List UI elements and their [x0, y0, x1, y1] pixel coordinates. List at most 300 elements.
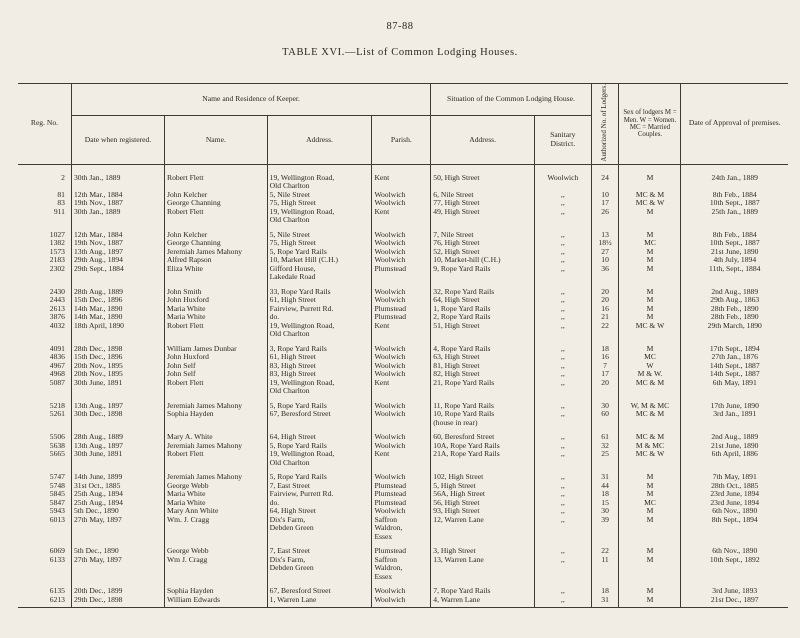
- keeper-address-cell: 3, Rope Yard Rails: [267, 339, 372, 354]
- authorized-lodgers-cell: [591, 182, 619, 191]
- parish-cell: Woolwich: [372, 248, 431, 257]
- keeper-name-cell: John Smith: [165, 282, 268, 297]
- parish-cell: Plumstead: [372, 265, 431, 274]
- keeper-address-cell: 19, Wellington Road,: [267, 322, 372, 331]
- sanitary-district-cell: ,,: [534, 256, 591, 265]
- situation-address-cell: [431, 330, 535, 339]
- authorized-lodgers-cell: 25: [591, 450, 619, 459]
- sex-of-lodgers-cell: MC & W: [619, 450, 681, 459]
- approval-date-cell: 3rd Jan., 1891: [681, 410, 788, 419]
- date-registered-cell: 27th May, 1897: [71, 556, 164, 565]
- sex-of-lodgers-cell: MC: [619, 239, 681, 248]
- sex-of-lodgers-cell: M: [619, 248, 681, 257]
- reg-number-cell: 4968: [49, 370, 65, 379]
- reg-number-cell: 5845: [49, 490, 65, 499]
- parish-cell: [372, 216, 431, 225]
- keeper-address-cell: Debden Green: [267, 564, 372, 573]
- approval-date-cell: 28th Feb., 1890: [681, 313, 788, 322]
- authorized-lodgers-cell: 11: [591, 556, 619, 565]
- keeper-name-cell: John Kelcher: [165, 191, 268, 200]
- authorized-lodgers-cell: 20: [591, 379, 619, 388]
- approval-date-cell: 6th April, 1886: [681, 450, 788, 459]
- approval-date-cell: [681, 533, 788, 542]
- date-registered-cell: 27th May, 1897: [71, 516, 164, 525]
- sanitary-district-cell: ,,: [534, 541, 591, 556]
- table-row: [18, 239, 788, 248]
- situation-address-cell: 51, High Street: [431, 322, 535, 331]
- date-registered-cell: 29th Dec., 1898: [71, 596, 164, 608]
- sex-of-lodgers-cell: W: [619, 362, 681, 371]
- sanitary-district-cell: [534, 573, 591, 582]
- situation-address-cell: 2, Rope Yard Rails: [431, 313, 535, 322]
- situation-address-cell: 63, High Street: [431, 353, 535, 362]
- situation-address-cell: 77, High Street: [431, 199, 535, 208]
- sanitary-district-cell: ,,: [534, 396, 591, 411]
- keeper-address-cell: 5, Rope Yard Rails: [267, 248, 372, 257]
- date-registered-cell: 28th Dec., 1898: [71, 339, 164, 354]
- authorized-lodgers-cell: 18: [591, 339, 619, 354]
- date-registered-cell: [71, 387, 164, 396]
- reg-number-cell: [18, 216, 71, 225]
- situation-address-cell: 13, Warren Lane: [431, 556, 535, 565]
- keeper-address-cell: Fairview, Purrett Rd.: [267, 490, 372, 499]
- authorized-lodgers-cell: 22: [591, 541, 619, 556]
- keeper-name-cell: Alfred Rapson: [165, 256, 268, 265]
- situation-address-cell: [431, 273, 535, 282]
- date-registered-cell: 14th Mar., 1890: [71, 313, 164, 322]
- sex-of-lodgers-cell: M: [619, 339, 681, 354]
- date-registered-cell: 12th Mar., 1884: [71, 225, 164, 240]
- header-situation-group: Situation of the Common Lodging House.: [431, 84, 591, 116]
- date-registered-cell: 19th Nov., 1887: [71, 199, 164, 208]
- keeper-address-cell: 19, Wellington Road,: [267, 164, 372, 182]
- reg-number-cell: [18, 330, 71, 339]
- approval-date-cell: 21st June, 1890: [681, 442, 788, 451]
- situation-address-cell: [431, 573, 535, 582]
- sex-of-lodgers-cell: [619, 273, 681, 282]
- header-situation-address: Address.: [431, 116, 535, 164]
- sex-of-lodgers-cell: [619, 533, 681, 542]
- table-row: [18, 533, 788, 542]
- authorized-lodgers-cell: 20: [591, 296, 619, 305]
- situation-address-cell: 12, Warren Lane: [431, 516, 535, 525]
- authorized-lodgers-cell: 30: [591, 507, 619, 516]
- approval-date-cell: 23rd June, 1894: [681, 490, 788, 499]
- situation-address-cell: 21A, Rope Yard Rails: [431, 450, 535, 459]
- sanitary-district-cell: ,,: [534, 499, 591, 508]
- parish-cell: Woolwich: [372, 296, 431, 305]
- parish-cell: Woolwich: [372, 239, 431, 248]
- table-row: [18, 282, 788, 297]
- approval-date-cell: [681, 419, 788, 428]
- table-row: [18, 322, 788, 331]
- approval-date-cell: 8th Feb., 1884: [681, 225, 788, 240]
- authorized-lodgers-cell: 22: [591, 322, 619, 331]
- date-registered-cell: [71, 564, 164, 573]
- approval-date-cell: [681, 273, 788, 282]
- sex-of-lodgers-cell: [619, 216, 681, 225]
- sex-of-lodgers-cell: [619, 459, 681, 468]
- reg-number-cell: 5218: [49, 400, 65, 410]
- authorized-lodgers-cell: [591, 564, 619, 573]
- sex-of-lodgers-cell: M: [619, 596, 681, 608]
- keeper-name-cell: Robert Flett: [165, 379, 268, 388]
- authorized-lodgers-cell: 27: [591, 248, 619, 257]
- authorized-lodgers-cell: 44: [591, 482, 619, 491]
- reg-number-cell: 6213: [18, 596, 71, 608]
- table-row: [18, 305, 788, 314]
- keeper-address-cell: 5, Rope Yard Rails: [267, 467, 372, 482]
- reg-number-cell: 2302: [49, 264, 65, 273]
- authorized-lodgers-cell: 26: [591, 208, 619, 217]
- sex-of-lodgers-cell: [619, 573, 681, 582]
- parish-cell: [372, 273, 431, 282]
- authorized-lodgers-cell: 20: [591, 282, 619, 297]
- approval-date-cell: 14th Sept., 1887: [681, 370, 788, 379]
- reg-number-cell: 81: [57, 190, 65, 199]
- table-row: [18, 459, 788, 468]
- keeper-name-cell: [165, 330, 268, 339]
- keeper-address-cell: [267, 573, 372, 582]
- parish-cell: Plumstead: [372, 490, 431, 499]
- situation-address-cell: 82, High Street: [431, 370, 535, 379]
- reg-number-cell: 5638: [49, 441, 65, 450]
- date-registered-cell: 30th June, 1891: [71, 450, 164, 459]
- header-sex-of-lodgers: Sex of lodgers M = Men. W = Women. MC = Married Couples.: [619, 84, 681, 165]
- approval-date-cell: 21st Dec., 1897: [681, 596, 788, 608]
- table-row: [18, 387, 788, 396]
- parish-cell: Plumstead: [372, 499, 431, 508]
- sex-of-lodgers-cell: M & MC: [619, 442, 681, 451]
- keeper-address-cell: 5, Rope Yard Rails: [267, 396, 372, 411]
- keeper-name-cell: Maria White: [165, 305, 268, 314]
- sex-of-lodgers-cell: M: [619, 556, 681, 565]
- keeper-name-cell: George Webb: [165, 482, 268, 491]
- situation-address-cell: [431, 524, 535, 533]
- keeper-address-cell: 61, High Street: [267, 296, 372, 305]
- approval-date-cell: 11th, Sept., 1884: [681, 265, 788, 274]
- authorized-lodgers-cell: 60: [591, 410, 619, 419]
- sanitary-district-cell: ,,: [534, 507, 591, 516]
- date-registered-cell: 29th Sept., 1884: [71, 265, 164, 274]
- approval-date-cell: 29th Aug., 1863: [681, 296, 788, 305]
- sanitary-district-cell: Woolwich: [534, 164, 591, 182]
- parish-cell: Woolwich: [372, 507, 431, 516]
- authorized-lodgers-cell: 24: [591, 164, 619, 182]
- situation-address-cell: [431, 533, 535, 542]
- keeper-address-cell: 83, High Street: [267, 370, 372, 379]
- sex-of-lodgers-cell: MC & M: [619, 427, 681, 442]
- header-keeper-group: Name and Residence of Keeper.: [71, 84, 430, 116]
- sanitary-district-cell: [534, 182, 591, 191]
- situation-address-cell: 21, Rope Yard Rails: [431, 379, 535, 388]
- date-registered-cell: 18th April, 1890: [71, 322, 164, 331]
- keeper-name-cell: Eliza White: [165, 265, 268, 274]
- sex-of-lodgers-cell: [619, 182, 681, 191]
- sanitary-district-cell: ,,: [534, 362, 591, 371]
- parish-cell: Woolwich: [372, 353, 431, 362]
- keeper-address-cell: 67, Beresford Street: [267, 581, 372, 596]
- approval-date-cell: 17th June, 1890: [681, 396, 788, 411]
- sex-of-lodgers-cell: M: [619, 581, 681, 596]
- sex-of-lodgers-cell: M: [619, 305, 681, 314]
- sex-of-lodgers-cell: M: [619, 313, 681, 322]
- header-date-approval: Date of Approval of premises.: [681, 84, 788, 165]
- date-registered-cell: 20th Dec., 1899: [71, 581, 164, 596]
- approval-date-cell: 8th Sept., 1894: [681, 516, 788, 525]
- keeper-name-cell: William Edwards: [165, 596, 268, 608]
- situation-address-cell: 10, Rope Yard Rails: [431, 410, 535, 419]
- approval-date-cell: 17th Sept., 1894: [681, 339, 788, 354]
- date-registered-cell: 20th Nov., 1895: [71, 362, 164, 371]
- parish-cell: Kent: [372, 164, 431, 182]
- keeper-address-cell: do.: [267, 499, 372, 508]
- authorized-lodgers-cell: 21: [591, 313, 619, 322]
- authorized-lodgers-cell: 18½: [591, 239, 619, 248]
- table-row: [18, 339, 788, 354]
- parish-cell: Woolwich: [372, 362, 431, 371]
- reg-number-cell: 911: [53, 207, 65, 216]
- sanitary-district-cell: ,,: [534, 379, 591, 388]
- authorized-lodgers-cell: 61: [591, 427, 619, 442]
- keeper-address-cell: Old Charlton: [267, 216, 372, 225]
- situation-address-cell: 6, Nile Street: [431, 191, 535, 200]
- date-registered-cell: [71, 182, 164, 191]
- reg-number-cell: 5261: [49, 410, 65, 419]
- sex-of-lodgers-cell: M: [619, 467, 681, 482]
- keeper-name-cell: John Self: [165, 370, 268, 379]
- approval-date-cell: 10th Sept., 1887: [681, 199, 788, 208]
- reg-number-cell: 4091: [49, 343, 65, 353]
- situation-address-cell: 9, Rope Yard Rails: [431, 265, 535, 274]
- sex-of-lodgers-cell: [619, 387, 681, 396]
- situation-address-cell: 1, Rope Yard Rails: [431, 305, 535, 314]
- sanitary-district-cell: [534, 419, 591, 428]
- date-registered-cell: 31st Oct., 1885: [71, 482, 164, 491]
- parish-cell: Woolwich: [372, 339, 431, 354]
- table-row: [18, 191, 788, 200]
- sanitary-district-cell: ,,: [534, 239, 591, 248]
- situation-address-cell: (house in rear): [431, 419, 535, 428]
- situation-address-cell: 4, Warren Lane: [431, 596, 535, 608]
- parish-cell: Woolwich: [372, 442, 431, 451]
- reg-number-cell: 2430: [49, 286, 65, 296]
- keeper-name-cell: George Webb: [165, 541, 268, 556]
- situation-address-cell: 102, High Street: [431, 467, 535, 482]
- keeper-address-cell: [267, 419, 372, 428]
- table-row: [18, 313, 788, 322]
- header-sanitary-district: Sanitary District.: [534, 116, 591, 164]
- keeper-name-cell: Sophia Hayden: [165, 581, 268, 596]
- approval-date-cell: [681, 182, 788, 191]
- reg-number-cell: [18, 182, 71, 191]
- sanitary-district-cell: [534, 459, 591, 468]
- header-reg-no: Reg. No.: [18, 84, 71, 165]
- reg-number-cell: 5506: [49, 432, 65, 442]
- sanitary-district-cell: ,,: [534, 199, 591, 208]
- table-row: [18, 490, 788, 499]
- date-registered-cell: [71, 573, 164, 582]
- keeper-name-cell: [165, 182, 268, 191]
- sanitary-district-cell: ,,: [534, 191, 591, 200]
- reg-number-cell: 4032: [49, 321, 65, 330]
- sanitary-district-cell: ,,: [534, 225, 591, 240]
- parish-cell: [372, 387, 431, 396]
- reg-number-cell: 1382: [49, 239, 65, 248]
- approval-date-cell: [681, 330, 788, 339]
- parish-cell: Kent: [372, 379, 431, 388]
- approval-date-cell: 6th May, 1891: [681, 379, 788, 388]
- reg-number-cell: [18, 273, 71, 282]
- situation-address-cell: 93, High Street: [431, 507, 535, 516]
- keeper-name-cell: [165, 419, 268, 428]
- date-registered-cell: [71, 273, 164, 282]
- date-registered-cell: [71, 459, 164, 468]
- parish-cell: Woolwich: [372, 396, 431, 411]
- parish-cell: Saffron: [372, 516, 431, 525]
- date-registered-cell: 13th Aug., 1897: [71, 442, 164, 451]
- reg-number-cell: 1573: [49, 247, 65, 256]
- keeper-name-cell: [165, 573, 268, 582]
- keeper-name-cell: [165, 387, 268, 396]
- date-registered-cell: 25th Aug., 1894: [71, 490, 164, 499]
- keeper-address-cell: 64, High Street: [267, 427, 372, 442]
- keeper-address-cell: Fairview, Purrett Rd.: [267, 305, 372, 314]
- keeper-name-cell: Maria White: [165, 313, 268, 322]
- keeper-name-cell: Wm. J. Cragg: [165, 516, 268, 525]
- table-row: [18, 516, 788, 525]
- situation-address-cell: 32, Rope Yard Rails: [431, 282, 535, 297]
- parish-cell: [372, 419, 431, 428]
- date-registered-cell: [71, 533, 164, 542]
- keeper-address-cell: do.: [267, 313, 372, 322]
- approval-date-cell: [681, 387, 788, 396]
- table-row: [18, 208, 788, 217]
- keeper-name-cell: Maria White: [165, 490, 268, 499]
- keeper-name-cell: Sophia Hayden: [165, 410, 268, 419]
- situation-address-cell: [431, 182, 535, 191]
- date-registered-cell: 30th Dec., 1898: [71, 410, 164, 419]
- sanitary-district-cell: [534, 273, 591, 282]
- reg-number-cell: 2613: [49, 304, 65, 313]
- reg-number-cell: 6133: [49, 555, 65, 564]
- sanitary-district-cell: [534, 216, 591, 225]
- sex-of-lodgers-cell: W, M & MC: [619, 396, 681, 411]
- sex-of-lodgers-cell: MC: [619, 353, 681, 362]
- authorized-lodgers-cell: 30: [591, 396, 619, 411]
- parish-cell: Kent: [372, 208, 431, 217]
- keeper-address-cell: 75, High Street: [267, 239, 372, 248]
- sex-of-lodgers-cell: [619, 564, 681, 573]
- situation-address-cell: [431, 564, 535, 573]
- approval-date-cell: 7th May, 1891: [681, 467, 788, 482]
- date-registered-cell: 19th Nov., 1887: [71, 239, 164, 248]
- parish-cell: Woolwich: [372, 467, 431, 482]
- authorized-lodgers-cell: [591, 273, 619, 282]
- approval-date-cell: 2nd Aug., 1889: [681, 427, 788, 442]
- table-row: [18, 564, 788, 573]
- keeper-name-cell: Jeremiah James Mahony: [165, 467, 268, 482]
- sex-of-lodgers-cell: [619, 524, 681, 533]
- sanitary-district-cell: [534, 330, 591, 339]
- approval-date-cell: 2nd Aug., 1889: [681, 282, 788, 297]
- keeper-address-cell: 33, Rope Yard Rails: [267, 282, 372, 297]
- parish-cell: Woolwich: [372, 282, 431, 297]
- parish-cell: Plumstead: [372, 482, 431, 491]
- sex-of-lodgers-cell: MC & W: [619, 322, 681, 331]
- sex-of-lodgers-cell: M: [619, 208, 681, 217]
- header-address: Address.: [267, 116, 372, 164]
- sex-of-lodgers-cell: M: [619, 256, 681, 265]
- approval-date-cell: 6th Nov., 1890: [681, 541, 788, 556]
- keeper-address-cell: [267, 533, 372, 542]
- sanitary-district-cell: ,,: [534, 322, 591, 331]
- authorized-lodgers-cell: 17: [591, 199, 619, 208]
- table-row: [18, 524, 788, 533]
- keeper-address-cell: 5, Rope Yard Rails: [267, 442, 372, 451]
- sex-of-lodgers-cell: [619, 419, 681, 428]
- keeper-name-cell: George Channing: [165, 199, 268, 208]
- table-row: [18, 419, 788, 428]
- parish-cell: Woolwich: [372, 370, 431, 379]
- keeper-address-cell: Dix's Farm,: [267, 516, 372, 525]
- date-registered-cell: 15th Dec., 1896: [71, 353, 164, 362]
- date-registered-cell: 30th June, 1891: [71, 379, 164, 388]
- reg-number-cell: 2: [61, 172, 65, 182]
- parish-cell: Plumstead: [372, 313, 431, 322]
- sanitary-district-cell: ,,: [534, 410, 591, 419]
- table-row: [18, 596, 788, 608]
- table-row: [18, 427, 788, 442]
- table-row: [18, 164, 788, 182]
- sex-of-lodgers-cell: M: [619, 541, 681, 556]
- keeper-name-cell: Robert Flett: [165, 322, 268, 331]
- keeper-name-cell: [165, 459, 268, 468]
- keeper-name-cell: Jeremiah James Mahony: [165, 248, 268, 257]
- parish-cell: Woolwich: [372, 410, 431, 419]
- approval-date-cell: [681, 216, 788, 225]
- reg-number-cell: [18, 573, 71, 582]
- keeper-address-cell: 83, High Street: [267, 362, 372, 371]
- sanitary-district-cell: ,,: [534, 596, 591, 608]
- table-row: [18, 581, 788, 596]
- keeper-name-cell: William James Dunbar: [165, 339, 268, 354]
- keeper-address-cell: 19, Wellington Road,: [267, 450, 372, 459]
- situation-address-cell: 11, Rope Yard Rails: [431, 396, 535, 411]
- authorized-lodgers-cell: [591, 387, 619, 396]
- sex-of-lodgers-cell: MC & M: [619, 379, 681, 388]
- situation-address-cell: 56A, High Street: [431, 490, 535, 499]
- approval-date-cell: 3rd June, 1893: [681, 581, 788, 596]
- reg-number-cell: 4967: [49, 361, 65, 370]
- authorized-lodgers-cell: [591, 533, 619, 542]
- reg-number-cell: [18, 533, 71, 542]
- date-registered-cell: 20th Nov., 1895: [71, 370, 164, 379]
- sanitary-district-cell: [534, 387, 591, 396]
- authorized-lodgers-cell: [591, 216, 619, 225]
- sanitary-district-cell: [534, 524, 591, 533]
- reg-number-cell: [18, 564, 71, 573]
- reg-number-cell: [18, 524, 71, 533]
- reg-number-cell: 6069: [49, 546, 65, 556]
- authorized-lodgers-cell: 36: [591, 265, 619, 274]
- authorized-lodgers-cell: 31: [591, 467, 619, 482]
- sanitary-district-cell: ,,: [534, 490, 591, 499]
- authorized-lodgers-cell: [591, 419, 619, 428]
- keeper-address-cell: 10, Market Hill (C.H.): [267, 256, 372, 265]
- table-row: [18, 499, 788, 508]
- keeper-name-cell: Maria White: [165, 499, 268, 508]
